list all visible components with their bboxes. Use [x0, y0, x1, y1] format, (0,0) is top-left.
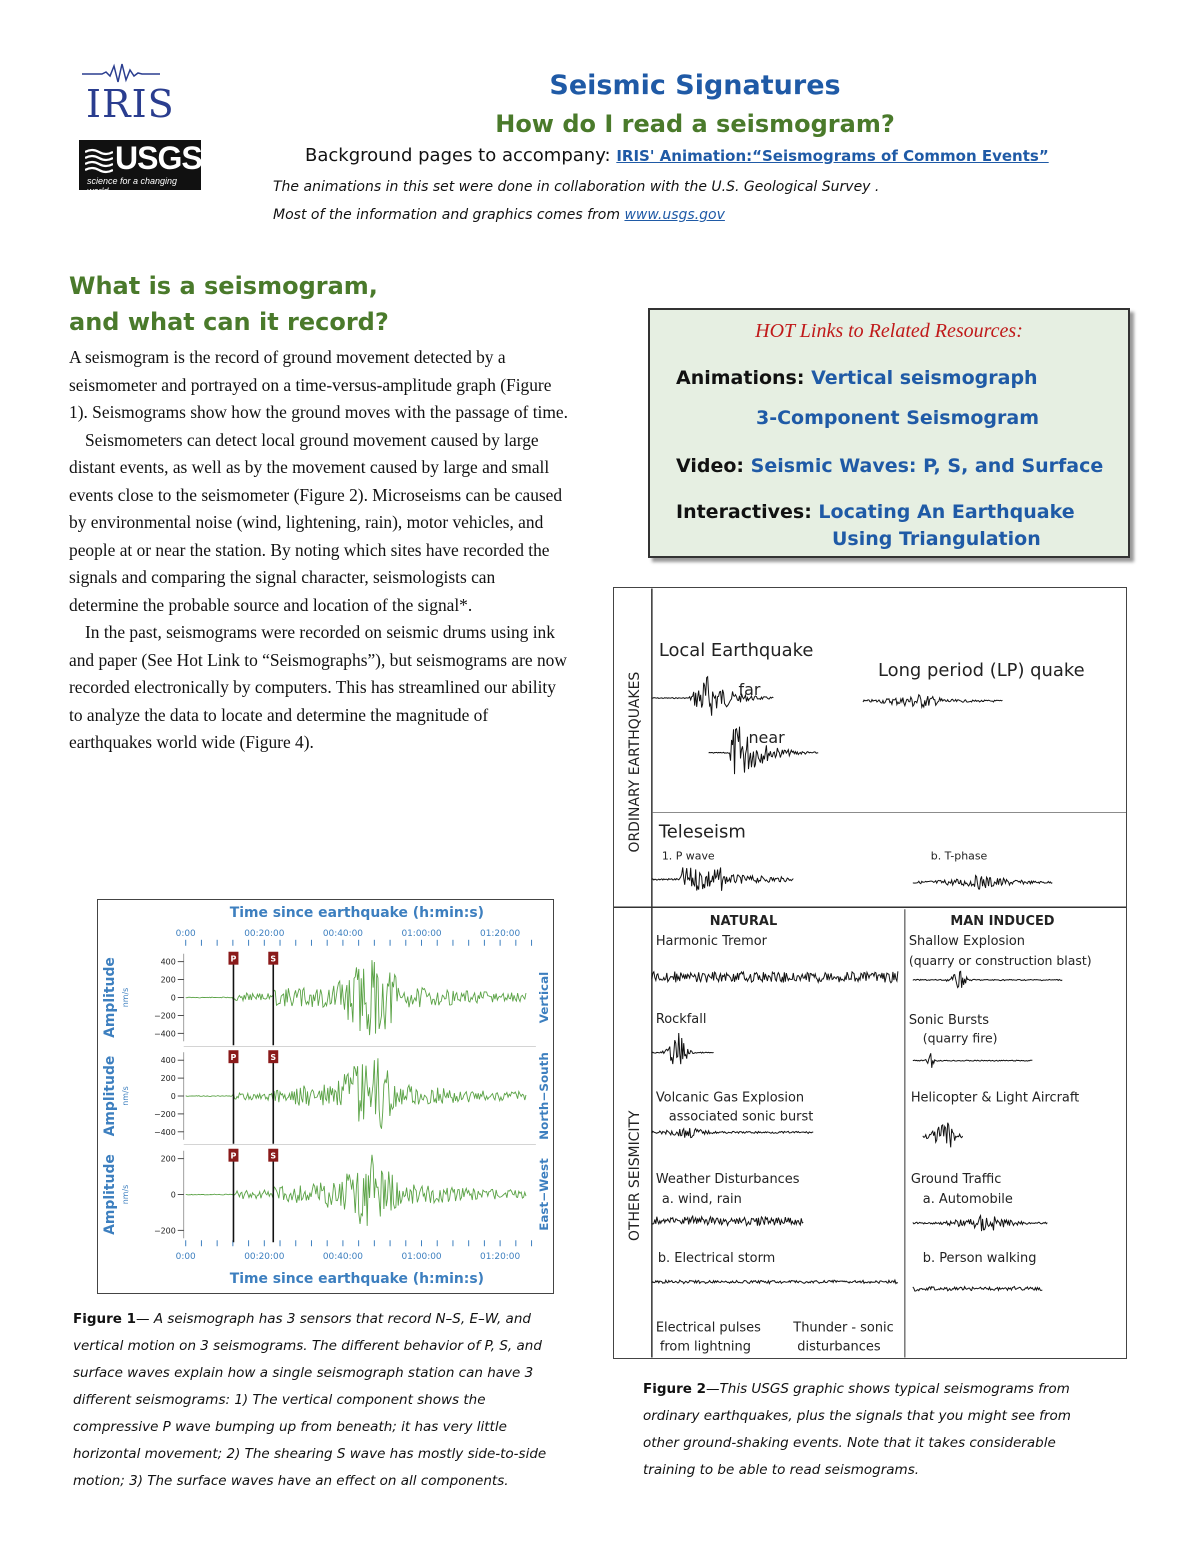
fig1-y-tick-label: −200: [153, 1011, 176, 1021]
fig1-phase-label: S: [270, 1151, 277, 1161]
section-body: [69, 344, 569, 757]
fig2-thunder2: disturbances: [797, 1339, 881, 1355]
fig1-component-label: East−West: [536, 1158, 551, 1231]
figure-2-usgs-graphic: [613, 587, 1127, 1359]
fig2-person: b. Person walking: [922, 1250, 1037, 1266]
source-note: [273, 207, 725, 223]
fig1-phase-label: P: [230, 1151, 237, 1161]
fig2-trace-auto: [913, 1216, 1047, 1231]
fig1-top-tick-label: 01:20:00: [480, 928, 521, 939]
fig1-units-label: nm/s: [121, 987, 131, 1008]
fig1-top-tick-label: 00:20:00: [244, 928, 285, 939]
fig1-units-label: nm/s: [121, 1086, 131, 1106]
fig1-top-tick-label: 00:40:00: [322, 928, 363, 939]
fig2-trace-rockfall: [652, 1033, 714, 1064]
usgs-wordmark: USGS: [115, 140, 202, 176]
fig1-component-label: North−South: [536, 1052, 551, 1140]
fig2-teleseism: Teleseism: [658, 821, 746, 843]
figure-1-caption-label: Figure 1: [73, 1311, 137, 1327]
fig1-bottom-tick-label: 01:00:00: [401, 1252, 442, 1263]
fig2-thunder1: Thunder - sonic: [793, 1320, 894, 1336]
figure-2-caption: [643, 1376, 1103, 1484]
seismic-waves-link[interactable]: Seismic Waves: P, S, and Surface: [750, 455, 1104, 477]
interactives-label: Interactives:: [676, 501, 819, 523]
iris-wordmark: IRIS: [86, 82, 175, 126]
fig2-man-induced: MAN INDUCED: [950, 914, 1055, 930]
fig2-helicopter: Helicopter & Light Aircraft: [910, 1090, 1080, 1106]
fig2-wind: a. wind, rain: [661, 1192, 742, 1208]
collaboration-note: The animations in this set were done in collaboration with the U.S. Geological Survey .: [273, 179, 880, 195]
page-title: Seismic Signatures: [549, 70, 841, 101]
figure-2-caption-text: —This USGS graphic shows typical seismograms from ordinary earthquakes, plus the signals that you might see from other ground-shaking events. Note that it takes considerable training to be able to read seismograms.: [643, 1381, 1071, 1478]
section-heading: [69, 268, 389, 340]
fig1-y-tick-label: 400: [160, 957, 176, 967]
fig2-pulses2: from lightning: [659, 1339, 751, 1355]
fig2-trace-sonic: [913, 1053, 1033, 1068]
hot-links-title: HOT Links to Related Resources:: [755, 320, 1023, 342]
fig1-amplitude-label: Amplitude: [102, 957, 119, 1038]
fig2-traffic: Ground Traffic: [910, 1172, 1002, 1188]
source-note-prefix: Most of the information and graphics comes from: [273, 207, 625, 223]
fig1-y-tick-label: 200: [160, 1074, 176, 1084]
paragraph-2: Seismometers can detect local ground movement caused by large distant events, as well as by the movement caused by large and small events close to the seismometer (Figure 2). Microseisms can be caused by environmental noise (wind, lightening, rain), motor vehicles, and people at or near the station. By noting which sites have recorded the signals and comparing the signal character, seismologists can determine the probable source and location of the signal*.: [69, 429, 563, 615]
fig1-units-label: nm/s: [121, 1184, 131, 1205]
fig1-y-tick-label: 400: [160, 1056, 176, 1066]
fig2-trace-helicopter: [923, 1123, 963, 1148]
section-heading-line1: What is a seismogram,: [69, 272, 378, 300]
usgs-tagline: science for a changing world: [87, 176, 178, 196]
background-prefix: Background pages to accompany:: [305, 145, 617, 166]
fig1-bottom-tick-label: 00:20:00: [244, 1252, 285, 1263]
fig1-panel: [102, 1145, 551, 1243]
paragraph-1: A seismogram is the record of ground movement detected by a seismometer and portrayed on a time-versus-amplitude graph (Figure 1). Seismograms show how the ground moves with the passage of time.: [69, 347, 568, 422]
fig1-top-tick-label: 01:00:00: [401, 928, 442, 939]
vertical-seismograph-link[interactable]: Vertical seismograph: [811, 367, 1038, 389]
video-row: [676, 455, 1103, 477]
fig1-y-tick-label: 200: [160, 1154, 176, 1164]
fig2-lp-quake: Long period (LP) quake: [877, 660, 1085, 682]
fig1-y-tick-label: 0: [170, 1190, 176, 1200]
fig2-weather: Weather Disturbances: [655, 1172, 800, 1188]
fig2-local-earthquake: Local Earthquake: [658, 640, 814, 662]
fig1-y-tick-label: −200: [153, 1109, 176, 1119]
fig1-phase-label: P: [230, 954, 237, 964]
fig1-component-label: Vertical: [536, 971, 551, 1024]
fig1-phase-label: S: [270, 954, 277, 964]
hot-links-box: [648, 308, 1130, 558]
fig1-phase-label: P: [230, 1053, 237, 1063]
fig1-bottom-tick-label: 0:00: [175, 1252, 196, 1263]
fig2-storm: b. Electrical storm: [657, 1250, 776, 1266]
fig1-y-tick-label: −400: [153, 1029, 176, 1039]
fig1-top-axis-title: Time since earthquake (h:min:s): [229, 904, 484, 921]
fig1-waveform: [186, 960, 526, 1035]
figure-1-caption: [73, 1306, 573, 1495]
fig2-trace-wind: [652, 1216, 803, 1226]
usgs-wave-icon: [85, 146, 113, 174]
fig1-y-tick-label: −400: [153, 1127, 176, 1137]
fig2-pwave: 1. P wave: [661, 849, 715, 863]
fig2-trace-teleseism: [652, 867, 793, 890]
figure-1-caption-text: — A seismograph has 3 sensors that record N–S, E–W, and vertical motion on 3 seismograms. The different behavior of P, S, and surface waves explain how a single seismograph station can have 3 different seismograms: 1) The vertical component shows the compressive P wave bumping up from beneath; it has very little horizontal movement; 2) The shearing S wave has mostly side-to-side motion; 3) The surface waves have an effect on all components.: [73, 1311, 547, 1489]
animations-label: Animations:: [676, 367, 812, 389]
fig1-bottom-tick-label: 00:40:00: [322, 1252, 363, 1263]
figure-1-seismograms: [97, 899, 554, 1294]
fig1-y-tick-label: 0: [170, 1091, 176, 1101]
page-subtitle: How do I read a seismogram?: [495, 110, 895, 138]
fig2-quarry-fire: (quarry fire): [922, 1030, 998, 1046]
fig1-bottom-axis-title: Time since earthquake (h:min:s): [229, 1271, 484, 1288]
fig2-quarry: (quarry or construction blast): [908, 953, 1092, 969]
animations-row: [676, 367, 1038, 389]
fig1-y-tick-label: −200: [153, 1226, 176, 1236]
interactives-row: [676, 501, 1075, 523]
fig2-volcanic1: Volcanic Gas Explosion: [655, 1090, 805, 1106]
fig2-rockfall: Rockfall: [655, 1011, 707, 1027]
fig2-trace-storm: [652, 1280, 898, 1283]
background-line: [305, 145, 1049, 166]
figure-2-caption-label: Figure 2: [643, 1381, 707, 1397]
usgs-link[interactable]: www.usgs.gov: [624, 207, 725, 223]
fig2-harmonic: Harmonic Tremor: [655, 934, 767, 950]
fig2-pulses1: Electrical pulses: [655, 1320, 761, 1336]
fig2-shallow: Shallow Explosion: [908, 934, 1025, 950]
fig2-side-label-bottom: OTHER SEISMICITY: [626, 1110, 643, 1241]
fig1-panel: [102, 952, 551, 1046]
fig2-volcanic2: associated sonic burst: [668, 1109, 814, 1125]
fig1-phase-label: S: [270, 1053, 277, 1063]
fig2-trace-harmonic: [652, 971, 898, 982]
locating-earthquake-link[interactable]: Locating An Earthquake: [818, 501, 1075, 523]
fig2-trace-tphase: [913, 875, 1052, 889]
fig2-near: near: [748, 727, 785, 747]
fig2-automobile: a. Automobile: [922, 1192, 1013, 1208]
fig2-trace-explosion: [913, 971, 1062, 988]
fig2-far: far: [738, 680, 761, 700]
fig1-waveform: [186, 1155, 526, 1226]
fig1-amplitude-label: Amplitude: [102, 1154, 119, 1235]
fig1-panel: [102, 1046, 551, 1144]
fig1-top-tick-label: 0:00: [175, 928, 196, 939]
fig1-y-tick-label: 0: [170, 993, 176, 1003]
fig2-side-label-top: ORDINARY EARTHQUAKES: [626, 671, 643, 853]
fig2-trace-volcanic: [652, 1128, 813, 1138]
video-label: Video:: [676, 455, 751, 477]
fig1-amplitude-label: Amplitude: [102, 1055, 119, 1137]
fig1-waveform: [186, 1058, 526, 1128]
fig1-bottom-tick-label: 01:20:00: [480, 1252, 521, 1263]
fig2-trace-person: [913, 1286, 1042, 1291]
section-heading-line2: and what can it record?: [69, 308, 389, 336]
fig2-tphase: b. T-phase: [930, 849, 988, 863]
fig1-y-tick-label: 200: [160, 975, 176, 985]
animation-link[interactable]: IRIS' Animation:“Seismograms of Common Events”: [616, 147, 1049, 165]
fig2-sonic: Sonic Bursts: [908, 1012, 989, 1028]
triangulation-link[interactable]: Using Triangulation: [832, 528, 1041, 550]
paragraph-3: In the past, seismograms were recorded on seismic drums using ink and paper (See Hot Link to “Seismographs”), but seismograms are now recorded electronically by computers. This has streamlined our ability to analyze the data to locate and determine the magnitude of earthquakes world wide (Figure 4).: [69, 622, 567, 752]
fig2-trace-lp: [863, 695, 1002, 707]
three-component-link[interactable]: 3-Component Seismogram: [756, 407, 1040, 429]
usgs-logo: [79, 140, 202, 196]
fig2-natural: NATURAL: [709, 914, 778, 930]
